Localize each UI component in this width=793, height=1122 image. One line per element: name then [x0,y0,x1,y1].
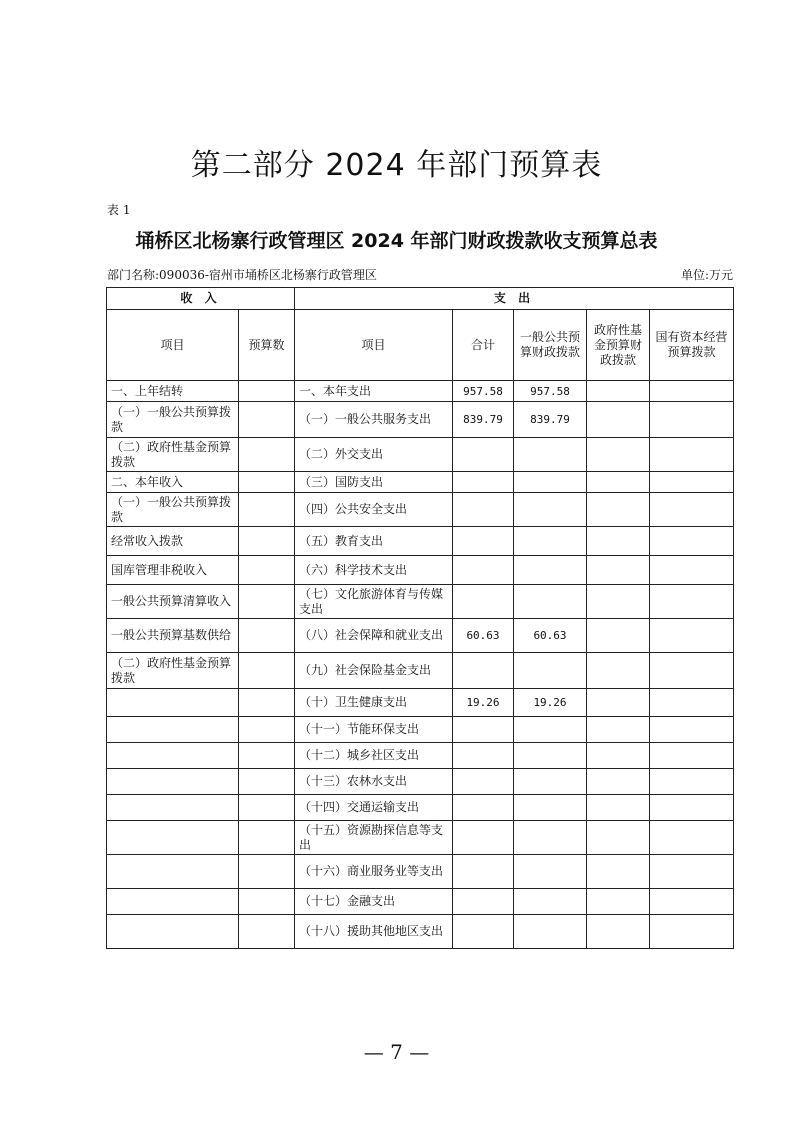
table-cell [239,402,295,438]
table-row [107,689,734,717]
table-cell: 957.58 [514,381,587,402]
table-cell [239,527,295,556]
table-cell [107,717,239,743]
table-cell [650,438,734,472]
table-cell [514,717,587,743]
column-header: 项目 [295,310,453,381]
table-cell: 一般公共预算清算收入 [107,585,239,619]
table-row [107,795,734,821]
table-cell [650,381,734,402]
table-cell [107,795,239,821]
table-cell [453,493,514,527]
table-cell: （九）社会保险基金支出 [295,653,453,689]
table-row [107,472,734,493]
table-cell [239,769,295,795]
table-cell [650,653,734,689]
table-cell: 一般公共预算基数供给 [107,619,239,653]
table-row [107,381,734,402]
page-number: — 7 — [363,1040,430,1064]
table-cell [650,585,734,619]
column-header: 一般公共预算财政拨款 [514,310,587,381]
table-cell [587,653,650,689]
table-cell: 经常收入拨款 [107,527,239,556]
table-cell [587,527,650,556]
table-cell [587,743,650,769]
table-cell [514,889,587,915]
table-row [107,402,734,438]
table-cell [239,381,295,402]
table-cell [514,915,587,949]
table-cell [239,472,295,493]
part-title: 第二部分 2024 年部门预算表 [190,148,603,183]
table-cell [453,769,514,795]
table-cell: （十一）节能环保支出 [295,717,453,743]
column-header: 项目 [107,310,239,381]
table-cell [650,689,734,717]
table-cell [514,821,587,855]
table-cell [650,717,734,743]
table-cell [107,743,239,769]
table-cell [587,381,650,402]
table-cell [453,438,514,472]
table-cell: 839.79 [514,402,587,438]
table-cell [514,556,587,585]
table-cell [650,889,734,915]
table-cell [650,821,734,855]
table-cell [650,619,734,653]
table-cell [107,821,239,855]
table-row [107,527,734,556]
table-cell [239,889,295,915]
table-cell [514,527,587,556]
unit-label: 单位:万元 [680,268,733,282]
table-cell: （十六）商业服务业等支出 [295,855,453,889]
table-cell: 二、本年收入 [107,472,239,493]
table-cell [107,915,239,949]
table-cell: （一）一般公共预算拨款 [107,493,239,527]
table-cell [239,556,295,585]
table-cell [453,527,514,556]
table-cell [453,743,514,769]
table-cell: （十七）金融支出 [295,889,453,915]
table-cell [650,402,734,438]
table-cell [239,689,295,717]
column-header: 预算数 [239,310,295,381]
income-section-header: 收 入 [107,288,295,310]
table-cell [453,855,514,889]
table-row [107,619,734,653]
table-body [107,381,734,949]
table-cell: （五）教育支出 [295,527,453,556]
table-cell [514,438,587,472]
column-header: 政府性基金预算财政拨款 [587,310,650,381]
table-cell [514,472,587,493]
table-cell [239,821,295,855]
table-title: 埇桥区北杨寨行政管理区 2024 年部门财政拨款收支预算总表 [135,230,658,252]
table-cell [650,743,734,769]
table-cell [587,889,650,915]
table-cell: （一）一般公共预算拨款 [107,402,239,438]
table-cell [239,653,295,689]
table-row [107,889,734,915]
table-cell [453,472,514,493]
table-cell [514,855,587,889]
table-cell: （八）社会保障和就业支出 [295,619,453,653]
table-cell [239,438,295,472]
table-cell [587,472,650,493]
table-cell: （十八）援助其他地区支出 [295,915,453,949]
table-cell [587,689,650,717]
table-cell [514,585,587,619]
table-cell: （三）国防支出 [295,472,453,493]
table-cell: （六）科学技术支出 [295,556,453,585]
column-header: 合计 [453,310,514,381]
table-cell: （二）政府性基金预算拨款 [107,438,239,472]
table-cell: （十）卫生健康支出 [295,689,453,717]
department-name: 部门名称:090036-宿州市埇桥区北杨寨行政管理区 [107,268,377,282]
table-cell: （二）外交支出 [295,438,453,472]
table-cell: 60.63 [453,619,514,653]
table-cell [514,743,587,769]
table-cell [514,769,587,795]
table-number: 表 1 [107,203,131,217]
table-cell [650,769,734,795]
table-cell: 一、本年支出 [295,381,453,402]
table-cell [239,717,295,743]
expense-section-header: 支 出 [295,288,734,310]
table-cell [453,556,514,585]
table-cell [587,438,650,472]
table-cell: （十三）农林水支出 [295,769,453,795]
table-cell [587,769,650,795]
table-cell [587,821,650,855]
table-cell: （十五）资源勘探信息等支出 [295,821,453,855]
table-cell [587,619,650,653]
table-cell [453,717,514,743]
table-cell [650,493,734,527]
table-cell [239,743,295,769]
table-cell: （十二）城乡社区支出 [295,743,453,769]
table-cell: 60.63 [514,619,587,653]
table-cell: 839.79 [453,402,514,438]
table-cell: 一、上年结转 [107,381,239,402]
table-row [107,855,734,889]
column-header: 国有资本经营预算拨款 [650,310,734,381]
table-cell: 19.26 [453,689,514,717]
table-cell: （四）公共安全支出 [295,493,453,527]
table-cell [587,402,650,438]
table-cell [514,653,587,689]
table-row [107,743,734,769]
table-row [107,821,734,855]
table-cell [514,493,587,527]
table-cell [587,855,650,889]
table-cell [239,493,295,527]
table-cell [107,769,239,795]
budget-table [106,287,734,949]
table-cell [587,915,650,949]
table-row [107,585,734,619]
table-cell [453,653,514,689]
table-cell [107,855,239,889]
table-cell: （一）一般公共服务支出 [295,402,453,438]
table-cell [453,915,514,949]
table-cell [239,585,295,619]
table-cell [587,493,650,527]
table-cell [453,821,514,855]
table-cell [587,795,650,821]
table-cell [239,855,295,889]
table-row [107,915,734,949]
table-cell [107,689,239,717]
table-row [107,556,734,585]
table-cell: （七）文化旅游体育与传媒支出 [295,585,453,619]
table-row [107,653,734,689]
table-cell [587,717,650,743]
table-cell: 19.26 [514,689,587,717]
table-cell [650,527,734,556]
table-cell [587,585,650,619]
table-cell [650,915,734,949]
table-cell [650,556,734,585]
table-cell [239,915,295,949]
table-cell [239,795,295,821]
table-cell [107,889,239,915]
table-row [107,438,734,472]
table-cell: （十四）交通运输支出 [295,795,453,821]
table-cell [514,795,587,821]
table-cell [650,855,734,889]
table-cell [453,889,514,915]
table-row [107,717,734,743]
table-cell [453,585,514,619]
table-cell: （二）政府性基金预算拨款 [107,653,239,689]
table-cell [453,795,514,821]
table-cell [239,619,295,653]
table-cell [650,472,734,493]
table-cell [587,556,650,585]
table-row [107,493,734,527]
table-cell [650,795,734,821]
table-cell: 国库管理非税收入 [107,556,239,585]
table-cell: 957.58 [453,381,514,402]
table-row [107,769,734,795]
